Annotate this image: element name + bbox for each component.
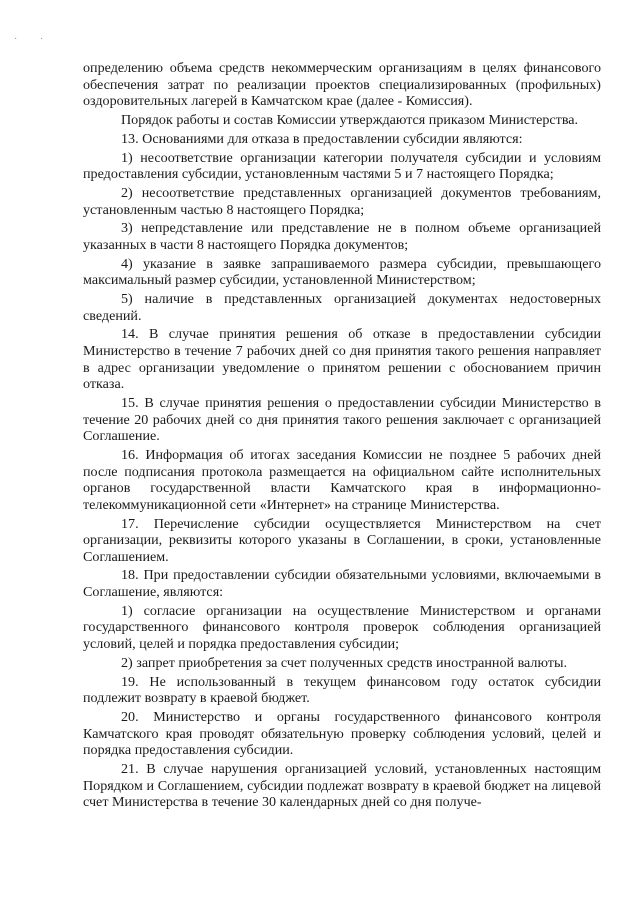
paragraph-commission-procedure: Порядок работы и состав Комиссии утверждаются приказом Министерства. bbox=[121, 111, 579, 128]
paragraph-17: 17. Перечисление субсидии осуществляется Министерством на счет организации, реквизиты которого указаны в Соглашении, в сроки, установленные Соглашением. bbox=[83, 515, 601, 565]
paragraph-20: 20. Министерство и органы государственного финансового контроля Камчатского края проводят обязательную проверку соблюдения условий, целей и порядка предоставления субсидии. bbox=[83, 708, 601, 759]
paragraph-commission-definition: определению объема средств некоммерческим организациям в целях финансового обеспечения затрат по реализации проектов специализированных (профильных) оздоровительных лагерей в Камчатском крае (далее - Комиссия). bbox=[83, 60, 601, 110]
paragraph-13-item-2: 2) несоответствие представленных организацией документов требованиям, установленным частью 8 настоящего Порядка; bbox=[83, 184, 601, 218]
paragraph-19: 19. Не использованный в текущем финансовом году остаток субсидии подлежит возврату в краевой бюджет. bbox=[83, 673, 601, 707]
scan-margin-marks: · · bbox=[14, 34, 54, 45]
paragraph-18-item-2: 2) запрет приобретения за счет полученных средств иностранной валюты. bbox=[121, 654, 567, 671]
paragraph-16: 16. Информация об итогах заседания Комиссии не позднее 5 рабочих дней после подписания протокола размещается на официальном сайте исполнительных органов государственной власти Камчатского края в информационно-телекоммуникационной сети «Интернет» на странице Министерства. bbox=[83, 446, 601, 513]
paragraph-13-refusal-grounds: 13. Основаниями для отказа в предоставлении субсидии являются: bbox=[121, 130, 523, 147]
paragraph-21: 21. В случае нарушения организацией условий, установленных настоящим Порядком и Соглашением, субсидии подлежат возврату в краевой бюджет на лицевой счет Министерства в течение 30 календарных дней со дня получе- bbox=[83, 760, 601, 811]
paragraph-13-item-5: 5) наличие в представленных организацией документах недостоверных сведений. bbox=[83, 291, 601, 324]
paragraph-18-item-1: 1) согласие организации на осуществление Министерством и органами государственного финансового контроля проверок соблюдения организацией условий, целей и порядка предоставления субсидии; bbox=[83, 602, 601, 653]
paragraph-18: 18. При предоставлении субсидии обязательными условиями, включаемыми в Соглашение, являются: bbox=[83, 567, 601, 601]
paragraph-14: 14. В случае принятия решения об отказе в предоставлении субсидии Министерство в течение 7 рабочих дней со дня принятия такого решения направляет в адрес организации уведомление о принятом решении с обоснованием причин отказа. bbox=[83, 326, 601, 393]
paragraph-13-item-4: 4) указание в заявке запрашиваемого размера субсидии, превышающего максимальный размер субсидии, установленной Министерством; bbox=[83, 255, 601, 289]
document-body bbox=[83, 60, 601, 813]
paragraph-15: 15. В случае принятия решения о предоставлении субсидии Министерство в течение 20 рабочих дней со дня принятия такого решения заключает с организацией Соглашение. bbox=[83, 394, 601, 445]
paragraph-13-item-3: 3) непредставление или представление не в полном объеме организацией указанных в части 8 настоящего Порядка документов; bbox=[83, 220, 601, 253]
paragraph-13-item-1: 1) несоответствие организации категории получателя субсидии и условиям предоставления субсидии, установленным частями 5 и 7 настоящего Порядка; bbox=[83, 149, 601, 183]
